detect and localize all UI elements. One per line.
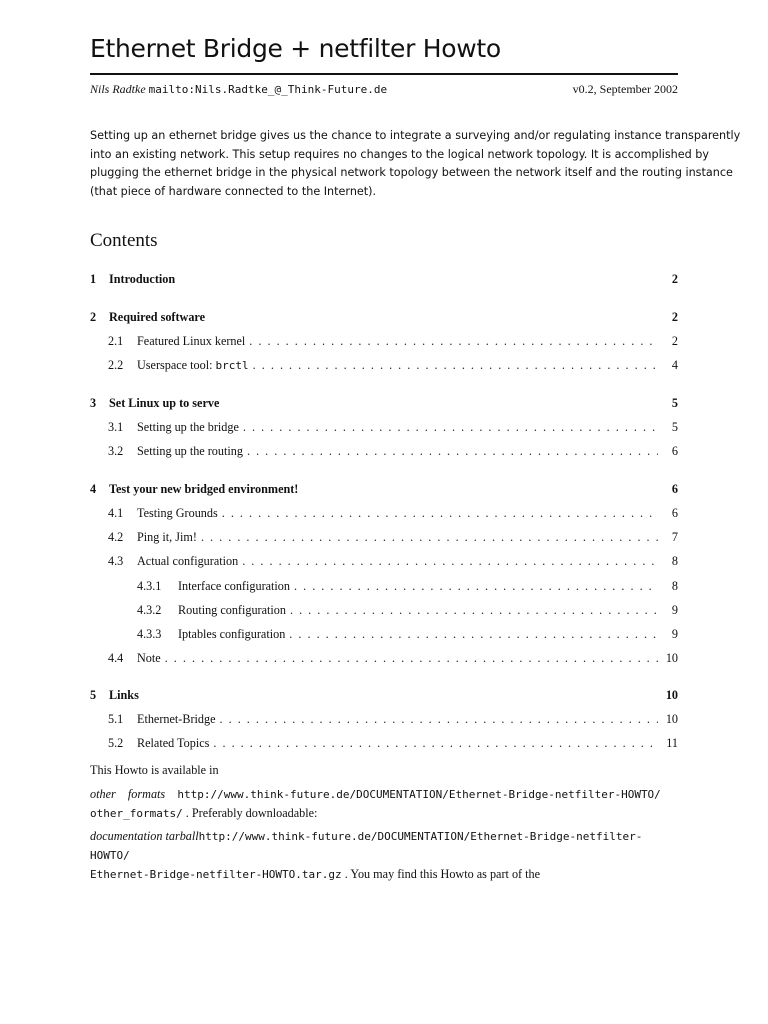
toc-entry-number: 4.2 [108, 530, 124, 544]
toc-entry-page: 8 [671, 579, 678, 593]
toc-entry[interactable] [90, 712, 678, 728]
toc-entry-number: 2.2 [108, 358, 124, 372]
toc-entry-number: 2.1 [108, 334, 124, 348]
toc-entry-label[interactable] [109, 272, 175, 287]
contents-heading: Contents [90, 230, 158, 251]
toc-entry-label[interactable] [137, 651, 161, 666]
toc-entry-label-text: Set Linux up to serve [109, 396, 220, 410]
toc-entry-label[interactable] [109, 396, 219, 411]
toc-entry-label[interactable] [137, 554, 238, 569]
toc-entry[interactable] [90, 506, 678, 522]
toc-entry-label-text: Setting up the bridge [137, 420, 239, 434]
toc-leader-dots [222, 506, 658, 521]
other-formats-url-cont[interactable]: other_formats/ [90, 807, 183, 820]
byline [90, 82, 678, 97]
document-title: Ethernet Bridge + netfilter Howto [90, 34, 501, 63]
toc-entry-page: 11 [666, 736, 678, 750]
toc-entry-label-text: Actual configuration [137, 554, 239, 568]
toc-entry-label-text: Required software [109, 310, 206, 324]
toc-entry[interactable] [90, 310, 678, 326]
toc-entry-label[interactable] [137, 530, 197, 545]
toc-entry-page: 9 [671, 603, 678, 617]
toc-leader-dots [253, 358, 658, 373]
toc-entry[interactable] [90, 396, 678, 412]
toc-entry-number: 4.1 [108, 506, 124, 520]
toc-entry-number: 5.2 [108, 736, 124, 750]
toc-entry[interactable] [90, 272, 678, 288]
toc-leader-dots [247, 444, 658, 459]
toc-entry-label-text: Links [109, 688, 139, 702]
toc-entry-label-text: Setting up the routing [137, 444, 243, 458]
toc-entry-label-text: Related Topics [137, 736, 210, 750]
other-formats-url[interactable]: http://www.think-future.de/DOCUMENTATION/Ethernet-Bridge-netfilter-HOWTO/ [177, 788, 661, 801]
toc-entry[interactable] [90, 651, 678, 667]
tarball-label: documentation tarball [90, 829, 199, 843]
tarball-entry [90, 827, 678, 884]
toc-entry-label[interactable] [109, 482, 298, 497]
toc-entry-label[interactable] [137, 358, 249, 373]
toc-entry-code: brctl [215, 359, 249, 372]
toc-entry-label-text: Introduction [109, 272, 176, 286]
abstract-line: plugging the ethernet bridge in the physical network topology between the network itself and the routing instance [90, 166, 733, 179]
toc-entry-number: 3 [90, 396, 97, 410]
toc-entry[interactable] [90, 444, 678, 460]
toc-entry-label-text: Featured Linux kernel [137, 334, 246, 348]
toc-entry[interactable] [90, 688, 678, 704]
toc-entry[interactable] [90, 482, 678, 498]
toc-entry-label-text: Ethernet-Bridge [137, 712, 216, 726]
toc-entry-label[interactable] [178, 603, 286, 618]
other-formats-note: . Preferably downloadable: [185, 806, 318, 820]
abstract [90, 127, 741, 201]
toc-entry-page: 6 [671, 482, 678, 496]
toc-entry-label[interactable] [109, 310, 205, 325]
author-name: Nils Radtke [90, 82, 146, 96]
toc-entry-label-text: Ping it, Jim! [137, 530, 197, 544]
toc-entry-page: 6 [671, 506, 678, 520]
toc-entry-label-text: Test your new bridged environment! [109, 482, 299, 496]
toc-entry[interactable] [90, 358, 678, 374]
toc-leader-dots [249, 334, 658, 349]
toc-entry-page: 6 [671, 444, 678, 458]
toc-entry-page: 10 [665, 651, 678, 665]
toc-entry-number: 4 [90, 482, 97, 496]
toc-entry[interactable] [90, 627, 678, 643]
toc-entry-page: 2 [671, 272, 678, 286]
toc-entry-page: 10 [665, 712, 678, 726]
toc-leader-dots [243, 420, 658, 435]
toc-entry-label[interactable] [137, 420, 239, 435]
toc-entry-page: 5 [671, 396, 678, 410]
toc-entry[interactable] [90, 603, 678, 619]
toc-leader-dots [290, 603, 658, 618]
toc-entry-number: 5.1 [108, 712, 124, 726]
toc-entry-label-text: Note [137, 651, 161, 665]
toc-entry-label[interactable] [109, 688, 139, 703]
toc-entry-page: 5 [671, 420, 678, 434]
toc-entry-number: 4.3 [108, 554, 124, 568]
toc-entry-number: 4.3.3 [137, 627, 162, 641]
tarball-url[interactable]: http://www.think-future.de/DOCUMENTATION/Ethernet-Bridge-netfilter-HOWTO/ [90, 830, 643, 862]
toc-entry-label[interactable] [178, 579, 290, 594]
abstract-line: into an existing network. This setup requires no changes to the logical network topology. It is accomplished by [90, 147, 710, 161]
toc-entry-page: 7 [671, 530, 678, 544]
toc-entry-label[interactable] [137, 506, 218, 521]
toc-entry[interactable] [90, 420, 678, 436]
toc-entry-number: 4.4 [108, 651, 124, 665]
toc-entry[interactable] [90, 554, 678, 570]
title-rule [90, 73, 678, 75]
toc-entry-label-text: Testing Grounds [137, 506, 218, 520]
toc-entry-label[interactable] [137, 444, 243, 459]
toc-entry-page: 8 [671, 554, 678, 568]
toc-leader-dots [220, 712, 658, 727]
toc-entry[interactable] [90, 579, 678, 595]
toc-leader-dots [165, 651, 658, 666]
toc-entry-page: 10 [665, 688, 678, 702]
toc-leader-dots [242, 554, 658, 569]
toc-leader-dots [201, 530, 658, 545]
toc-entry-page: 2 [671, 334, 678, 348]
toc-entry-number: 2 [90, 310, 97, 324]
toc-entry[interactable] [90, 530, 678, 546]
toc-entry-label[interactable] [137, 334, 245, 349]
version-date: v0.2, September 2002 [572, 82, 678, 96]
toc-entry[interactable] [90, 736, 678, 752]
toc-entry-page: 2 [671, 310, 678, 324]
availability-intro: This Howto is available in [90, 763, 219, 777]
toc-leader-dots [294, 579, 658, 594]
toc-entry-number: 4.3.2 [137, 603, 162, 617]
toc-leader-dots [213, 736, 658, 751]
abstract-line: (that piece of hardware connected to the Internet). [90, 184, 377, 198]
other-formats-label: other formats [90, 787, 166, 801]
toc-leader-dots [289, 627, 658, 642]
toc-entry-page: 9 [671, 627, 678, 641]
toc-entry-label-text: Interface configuration [178, 579, 290, 593]
tarball-note: . You may find this Howto as part of the [344, 867, 541, 881]
toc-entry-label[interactable] [178, 627, 285, 642]
toc-entry[interactable] [90, 334, 678, 350]
toc-entry-number: 3.2 [108, 444, 124, 458]
tarball-url-cont[interactable]: Ethernet-Bridge-netfilter-HOWTO.tar.gz [90, 868, 342, 881]
other-formats-entry [90, 785, 678, 823]
abstract-line: Setting up an ethernet bridge gives us the chance to integrate a surveying and/or regulating instance transparently [90, 129, 741, 142]
toc-entry-label[interactable] [137, 712, 216, 727]
toc-entry-label-text: Iptables configuration [178, 627, 286, 641]
toc-entry-number: 3.1 [108, 420, 124, 434]
toc-entry-label-text: Routing configuration [178, 603, 286, 617]
toc-entry-number: 4.3.1 [137, 579, 162, 593]
toc-entry-page: 4 [671, 358, 678, 372]
toc-entry-number: 5 [90, 688, 97, 702]
toc-entry-label[interactable] [137, 736, 209, 751]
author-mailto-link[interactable]: mailto:Nils.Radtke_@_Think-Future.de [148, 83, 388, 96]
toc-entry-label-text: Userspace tool: [137, 358, 213, 372]
toc-entry-number: 1 [90, 272, 97, 286]
